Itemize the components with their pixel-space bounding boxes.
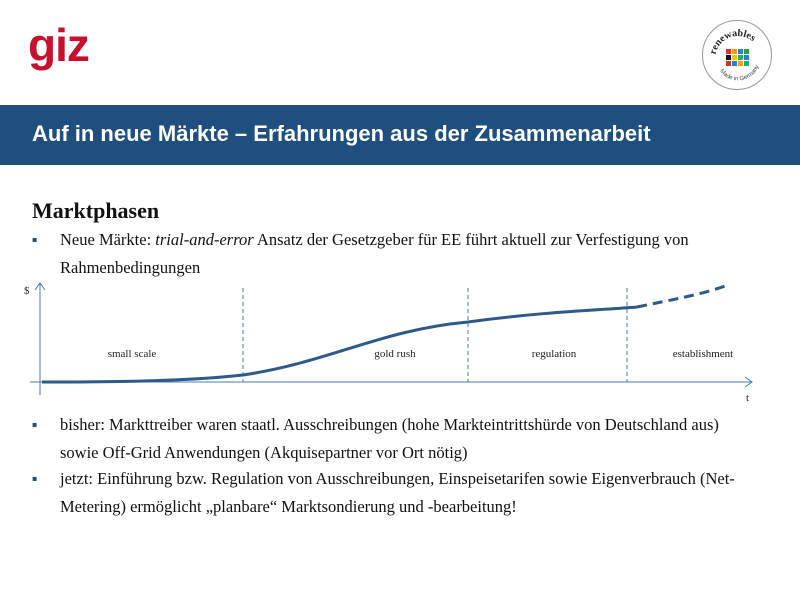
forecast-curve [637, 286, 725, 307]
bullet-icon: ▪ [32, 235, 38, 244]
slide-title: Auf in neue Märkte – Erfahrungen aus der Zusammenarbeit [32, 121, 651, 146]
bullet-text: Neue Märkte: [60, 230, 156, 249]
giz-logo: giz [28, 19, 89, 71]
x-axis-label: t [746, 392, 750, 404]
bullet-text: bisher: Markttreiber waren staatl. Ausschreibungen (hohe Markteintrittshürde von Deutschland aus) sowie Off-Grid Anwendungen (Akquisepartner vor Ort nötig) [60, 415, 719, 462]
bullet-text: Ansatz der Gesetzgeber für EE führt aktuell zur Verfestigung von Rahmenbedingungen [60, 230, 689, 277]
badge-text: renewables [707, 27, 758, 56]
bullet-emphasis: trial-and-error [155, 230, 254, 249]
bullet-icon: ▪ [32, 420, 38, 429]
badge-subtext: Made in Germany [718, 64, 761, 83]
bullet-item [32, 465, 752, 521]
bullet-icon: ▪ [32, 474, 38, 483]
growth-curve [42, 307, 637, 382]
phase-label: gold rush [374, 348, 416, 360]
phase-label: regulation [531, 348, 577, 360]
y-axis-label: $ [24, 285, 30, 297]
phase-label: small scale [107, 348, 157, 360]
bullet-item [32, 411, 752, 467]
bullet-text: jetzt: Einführung bzw. Regulation von Ausschreibungen, Einspeisetarifen sowie Eigenverbrauch (Net-Metering) ermöglicht „planbare“ Marktsondierung und -bearbeitung! [60, 469, 735, 516]
phase-label: establishment [672, 348, 734, 360]
section-heading: Marktphasen [32, 198, 160, 223]
